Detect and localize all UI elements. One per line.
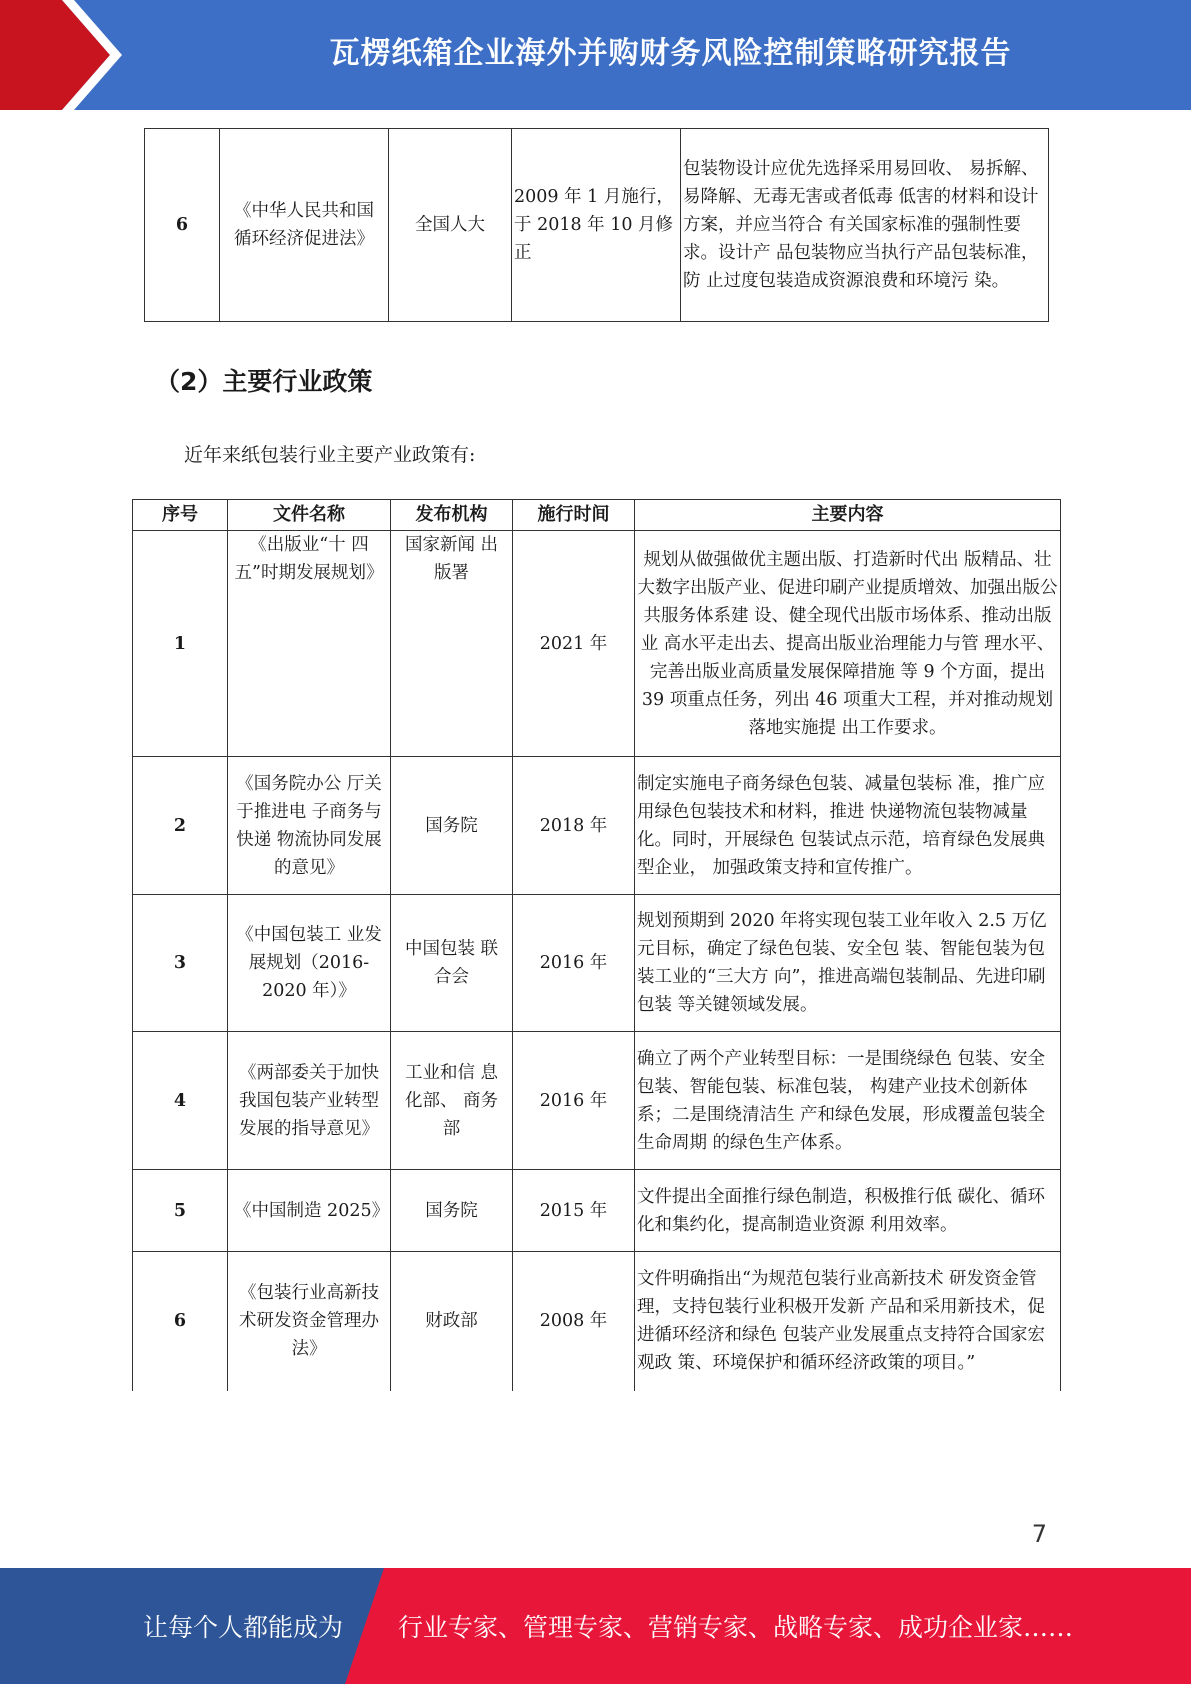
effective-date: 2021 年 [513,531,635,757]
effective-date: 2018 年 [513,757,635,895]
effective-date: 2016 年 [513,1032,635,1170]
intro-text: 近年来纸包装行业主要产业政策有: [184,444,476,466]
document-name: 《中国制造 2025》 [228,1170,391,1252]
policy-table [132,499,1061,1391]
header-num: 序号 [133,500,228,531]
main-content: 文件明确指出“为规范包装行业高新技术 研发资金管理，支持包装行业积极开发新 产品和采用新技术，促进循环经济和绿色 包装产业发展重点支持符合国家宏观政 策、环境保护和循环经济政策的项目。” [635,1252,1061,1391]
issuing-body: 财政部 [391,1252,513,1391]
law-table [144,128,1049,322]
document-name: 《出版业“十 四五”时期发展规划》 [228,531,391,757]
document-name: 《包装行业高新技术研发资金管理办法》 [228,1252,391,1391]
issuing-body: 全国人大 [389,129,512,322]
row-number: 1 [133,531,228,757]
document-name: 《中华人民共和国循环经济促进法》 [220,129,389,322]
issuing-body: 国务院 [391,757,513,895]
effective-date: 2008 年 [513,1252,635,1391]
main-content: 文件提出全面推行绿色制造，积极推行低 碳化、循环化和集约化，提高制造业资源 利用效率。 [635,1170,1061,1252]
table-header-row [133,500,1061,531]
page-footer [0,1568,1191,1684]
header-name: 文件名称 [228,500,391,531]
footer-slogan-left: 让每个人都能成为 [143,1613,344,1642]
table-row [133,531,1061,757]
footer-slogan-right: 行业专家、管理专家、营销专家、战略专家、成功企业家…… [398,1613,1074,1642]
document-name: 《中国包装工 业发展规划（2016-2020 年）》 [228,895,391,1032]
table-row [133,1252,1061,1391]
issuing-body: 国家新闻 出版署 [391,531,513,757]
header-org: 发布机构 [391,500,513,531]
header-date: 施行时间 [513,500,635,531]
table-row [145,129,1049,322]
document-name: 《两部委关于加快我国包装产业转型发展的指导意见》 [228,1032,391,1170]
chevron-decoration-icon [0,0,150,110]
effective-date: 2016 年 [513,895,635,1032]
section-title: （2）主要行业政策 [155,367,373,396]
table-row [133,895,1061,1032]
issuing-body: 国务院 [391,1170,513,1252]
row-number: 6 [145,129,220,322]
issuing-body: 中国包装 联合会 [391,895,513,1032]
report-title: 瓦楞纸箱企业海外并购财务风险控制策略研究报告 [329,36,1012,71]
document-name: 《国务院办公 厅关于推进电 子商务与快递 物流协同发展 的意见》 [228,757,391,895]
table-row [133,1170,1061,1252]
page-header [0,0,1191,110]
main-content: 制定实施电子商务绿色包装、减量包装标 准，推广应用绿色包装技术和材料，推进 快递物流包装物减量化。同时，开展绿色 包装试点示范，培育绿色发展典型企业， 加强政策支持和宣传推广。 [635,757,1061,895]
main-content: 规划从做强做优主题出版、打造新时代出 版精品、壮大数字出版产业、促进印刷产业提质增效、加强出版公共服务体系建 设、健全现代出版市场体系、推动出版业 高水平走出去、提高出版业治理能力与管 理水平、完善出版业高质量发展保障措施 等 9 个方面，提出 39 项重点任务，列出 46 项重大工程，并对推动规划落地实施提 出工作要求。 [635,531,1061,757]
main-content: 规划预期到 2020 年将实现包装工业年收入 2.5 万亿元目标，确定了绿色包装、安全包 装、智能包装为包装工业的“三大方 向”，推进高端包装制品、先进印刷包装 等关键领域发展。 [635,895,1061,1032]
issuing-body: 工业和信 息化部、 商务部 [391,1032,513,1170]
row-number: 5 [133,1170,228,1252]
effective-date: 2015 年 [513,1170,635,1252]
page-number: 7 [1031,1520,1047,1548]
row-number: 2 [133,757,228,895]
effective-date: 2009 年 1 月施行，于 2018 年 10 月修正 [512,129,681,322]
header-content: 主要内容 [635,500,1061,531]
table-row [133,757,1061,895]
table-row [133,1032,1061,1170]
row-number: 4 [133,1032,228,1170]
main-content: 包装物设计应优先选择采用易回收、 易拆解、易降解、无毒无害或者低毒 低害的材料和设计方案，并应当符合 有关国家标准的强制性要求。设计产 品包装物应当执行产品包装标准，防 止过度包装造成资源浪费和环境污 染。 [681,129,1049,322]
main-content: 确立了两个产业转型目标：一是围绕绿色 包装、安全包装、智能包装、标准包装， 构建产业技术创新体系；二是围绕清洁生 产和绿色发展，形成覆盖包装全生命周期 的绿色生产体系。 [635,1032,1061,1170]
row-number: 3 [133,895,228,1032]
row-number: 6 [133,1252,228,1391]
